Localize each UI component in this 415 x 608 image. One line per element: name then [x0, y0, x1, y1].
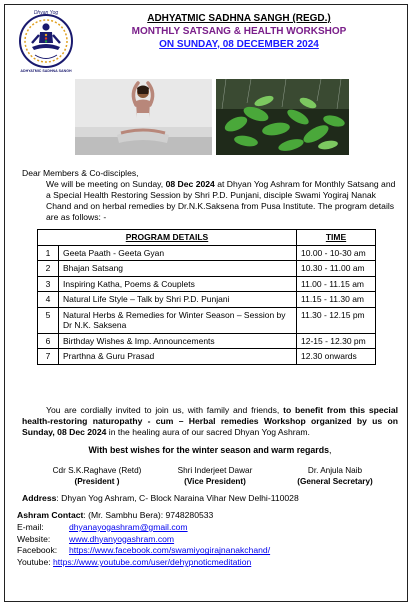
program-row-details: Bhajan Satsang	[59, 261, 297, 277]
program-row	[38, 245, 376, 261]
program-row-details: Natural Herbs & Remedies for Winter Season – Session by Dr N.K. Saksena	[59, 307, 297, 333]
program-row	[38, 307, 376, 333]
signatory-name: Shri Inderjeet Dawar	[177, 466, 253, 475]
program-row-number: 3	[38, 276, 59, 292]
best-wishes-text: With best wishes for the winter season and warm regards	[88, 445, 329, 455]
address-value: : Dhyan Yog Ashram, C- Block Naraina Vihar New Delhi-110028	[56, 493, 299, 503]
youtube-link[interactable]: https://www.youtube.com/user/dehypnoticmeditation	[53, 557, 252, 568]
signatory-name: Dr. Anjula Naib	[307, 466, 363, 475]
program-row-time: 12-15 - 12.30 pm	[297, 333, 376, 349]
program-row-time: 11.00 - 11.15 am	[297, 276, 376, 292]
invitation-paragraph	[22, 405, 398, 438]
event-title: MONTHLY SATSANG & HEALTH WORKSHOP	[131, 26, 347, 37]
program-row	[38, 261, 376, 277]
address-label: Address	[22, 493, 57, 503]
email-line	[17, 522, 401, 534]
organization-logo	[17, 10, 75, 76]
program-row-details: Prarthna & Guru Prasad	[59, 349, 297, 365]
time-header: TIME	[297, 230, 376, 246]
program-row-number: 6	[38, 333, 59, 349]
program-row-number: 5	[38, 307, 59, 333]
program-row-time: 11.15 - 11.30 am	[297, 292, 376, 308]
program-row	[38, 276, 376, 292]
ashram-contact	[17, 510, 401, 522]
invite-text-end: in the healing aura of our sacred Dhyan Yog Ashram.	[106, 427, 310, 437]
program-table	[37, 229, 376, 365]
best-wishes-comma: ,	[328, 445, 332, 455]
program-row	[38, 349, 376, 365]
invite-text-start: You are cordially invited to join us, with family and friends,	[46, 405, 284, 415]
program-row-time: 12.30 onwards	[297, 349, 376, 365]
program-row-number: 4	[38, 292, 59, 308]
program-row-details: Geeta Paath - Geeta Gyan	[59, 245, 297, 261]
intro-text-start: We will be meeting on Sunday,	[46, 179, 166, 189]
facebook-line	[17, 545, 401, 557]
green-leaves-photo	[216, 79, 349, 155]
greeting: Dear Members & Co-disciples,	[22, 168, 139, 178]
best-wishes	[22, 445, 398, 455]
program-row-time: 10.30 - 11.00 am	[297, 261, 376, 277]
youtube-label: Youtube:	[17, 557, 51, 568]
facebook-link[interactable]: https://www.facebook.com/swamiyogirajnanakchand/	[69, 545, 271, 556]
intro-text-rest: at Dhyan Yog Ashram for Monthly Satsang and a Special Health Restoring Session by Shri P.D. Punjani, disciple Swami Yogiraj Nanak Chand and on herbal remedies by Dr.N.K.Saksena from Pusa Institute. The program details are as follows: -	[46, 179, 396, 222]
event-date: ON SUNDAY, 08 DECEMBER 2024	[159, 39, 319, 50]
program-row-number: 2	[38, 261, 59, 277]
meeting-date: 08 Dec 2024	[165, 179, 215, 189]
email-link[interactable]: dhyanayogashram@gmail.com	[69, 521, 188, 532]
intro-paragraph	[22, 179, 398, 223]
contact-block	[17, 510, 401, 569]
program-row	[38, 292, 376, 308]
address	[22, 493, 402, 503]
website-link[interactable]: www.dhyanyogashram.com	[69, 533, 175, 544]
youtube-line	[17, 557, 401, 569]
program-row-number: 1	[38, 245, 59, 261]
invite-highlight: to benefit from this special health-restoring naturopathy - cum – Herbal remedies Workshop organized by us on Sunday, 08 Dec 2024	[22, 405, 398, 437]
website-line	[17, 534, 401, 546]
yoga-photo	[75, 79, 212, 155]
email-label: E-mail:	[17, 521, 44, 532]
program-details-header: PROGRAM DETAILS	[38, 230, 297, 246]
organization-name: ADHYATMIC SADHNA SANGH (REGD.)	[147, 13, 331, 24]
program-row-details: Inspiring Katha, Poems & Couplets	[59, 276, 297, 292]
signatory-name: Cdr S.K.Raghave (Retd)	[52, 466, 142, 475]
signatory-president	[42, 465, 152, 487]
program-row-time: 10.00 - 10-30 am	[297, 245, 376, 261]
page-header	[80, 12, 398, 51]
intro-text	[22, 168, 398, 223]
logo-top-text: Dhyan Yog	[33, 10, 59, 16]
signatory-general-secretary	[280, 465, 390, 487]
signatory-role: (President )	[74, 477, 120, 486]
program-row-number: 7	[38, 349, 59, 365]
program-table-header	[38, 230, 376, 246]
meditation-emblem-icon	[17, 10, 75, 76]
program-row-details: Birthday Wishes & Imp. Announcements	[59, 333, 297, 349]
signatory-vice-president	[160, 465, 270, 487]
ashram-contact-label: Ashram Contact	[17, 510, 84, 520]
program-row	[38, 333, 376, 349]
signatory-role: (General Secretary)	[297, 477, 373, 486]
signatory-role: (Vice President)	[184, 477, 246, 486]
ashram-contact-value: : (Mr. Sambhu Bera): 9748280533	[83, 510, 214, 520]
website-label: Website:	[17, 533, 51, 544]
program-row-details: Natural Life Style – Talk by Shri P.D. Punjani	[59, 292, 297, 308]
facebook-label: Facebook:	[17, 545, 58, 556]
program-row-time: 11.30 - 12.15 pm	[297, 307, 376, 333]
logo-bottom-text: ADHYATMIC SADHNA SANGH	[20, 69, 72, 73]
